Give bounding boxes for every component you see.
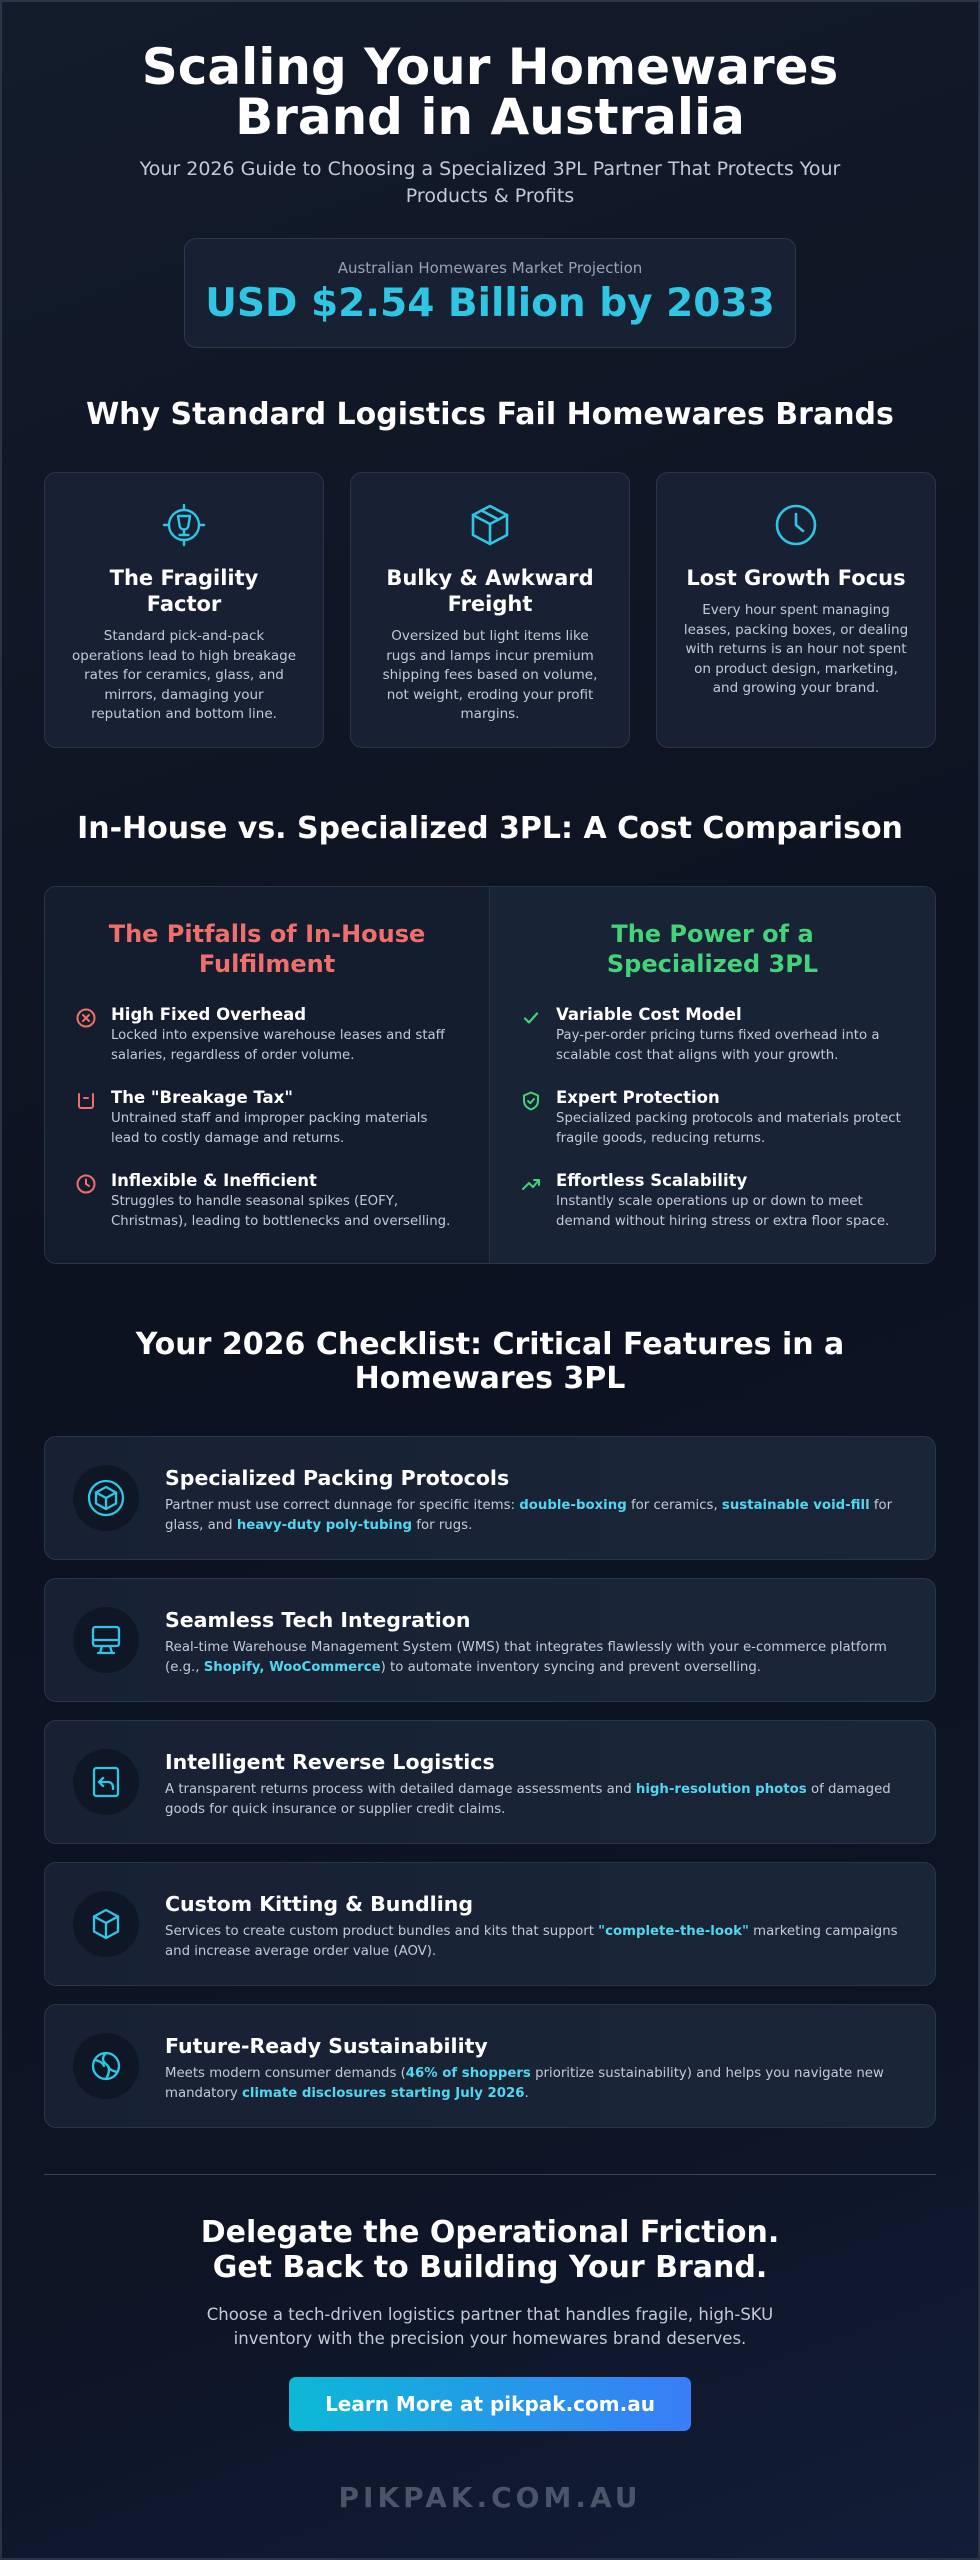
checklist-item-title: Seamless Tech Integration bbox=[165, 1608, 471, 1632]
shield-check-icon bbox=[520, 1090, 542, 1112]
body-text: marketing campaigns and increase average order value (AOV). bbox=[165, 1924, 898, 1959]
item-text: Pay-per-order pricing turns fixed overhead into a scalable cost that aligns with your growth. bbox=[556, 1028, 880, 1063]
list-item bbox=[520, 1088, 905, 1149]
in-house-heading: The Pitfalls of In-House Fulfilment bbox=[108, 920, 426, 978]
box-icon bbox=[466, 501, 514, 549]
body-text: ) to automate inventory syncing and prevent overselling. bbox=[380, 1660, 761, 1675]
page-subtitle: Your 2026 Guide to Choosing a Specialized 3PL Partner That Protects Your Products & Profits bbox=[139, 158, 841, 207]
item-title: Inflexible & Inefficient bbox=[111, 1171, 317, 1190]
checklist-item-text bbox=[165, 1922, 911, 1962]
fragile-glass-icon bbox=[160, 501, 208, 549]
highlight-text: Shopify, WooCommerce bbox=[203, 1660, 381, 1675]
list-item bbox=[520, 1005, 905, 1066]
specialized-3pl-column bbox=[490, 887, 935, 1263]
card-title: The Fragility Factor bbox=[109, 566, 259, 616]
specialized-3pl-heading: The Power of a Specialized 3PL bbox=[606, 920, 819, 978]
page-title: Scaling Your Homewares Brand in Australia bbox=[141, 38, 839, 146]
in-house-column bbox=[45, 887, 490, 1263]
body-text: prioritize sustainability) and helps you navigate new mandatory bbox=[165, 2066, 884, 2101]
card-text: Standard pick-and-pack operations lead to high breakage rates for ceramics, glass, and mirrors, damaging your reputation and bottom line. bbox=[71, 628, 297, 722]
checklist-item-title: Custom Kitting & Bundling bbox=[165, 1892, 473, 1916]
body-text: for glass, and bbox=[165, 1498, 893, 1533]
checklist-item-text bbox=[165, 1638, 911, 1678]
x-circle-icon bbox=[75, 1007, 97, 1029]
card-lost-growth bbox=[656, 472, 936, 748]
list-item bbox=[75, 1005, 459, 1066]
list-item bbox=[75, 1171, 459, 1232]
card-text: Every hour spent managing leases, packing boxes, or dealing with returns is an hour not spent on product design, marketing, and growing your brand. bbox=[683, 602, 909, 696]
highlight-text: high-resolution photos bbox=[635, 1782, 807, 1797]
comparison-section bbox=[2, 812, 978, 1264]
learn-more-button[interactable]: Learn More at pikpak.com.au bbox=[289, 2377, 691, 2431]
return-arrow-icon bbox=[86, 1762, 126, 1802]
checklist-item-text bbox=[165, 2064, 911, 2104]
list-item bbox=[75, 1088, 459, 1149]
icon-badge bbox=[73, 2033, 139, 2099]
market-stat-box bbox=[184, 238, 796, 348]
highlight-text: double-boxing bbox=[519, 1498, 627, 1513]
checklist-item-packing bbox=[44, 1436, 936, 1560]
cta-subtitle: Choose a tech-driven logistics partner that handles fragile, high-SKU inventory with the precision your homewares brand deserves. bbox=[206, 2305, 774, 2348]
icon-badge bbox=[73, 1607, 139, 1673]
body-text: of damaged goods for quick insurance or supplier credit claims. bbox=[165, 1782, 891, 1817]
body-text: Partner must use correct dunnage for specific items: bbox=[165, 1498, 520, 1513]
card-fragility bbox=[44, 472, 324, 748]
hero bbox=[2, 2, 978, 348]
comparison-table bbox=[44, 886, 936, 1264]
divider bbox=[44, 2174, 936, 2175]
item-text: Struggles to handle seasonal spikes (EOFY, Christmas), leading to bottlenecks and overselling. bbox=[111, 1194, 451, 1229]
body-text: Meets modern consumer demands ( bbox=[165, 2066, 406, 2081]
cta-heading-line-2: Get Back to Building Your Brand. bbox=[212, 2250, 768, 2285]
item-text: Locked into expensive warehouse leases and staff salaries, regardless of order volume. bbox=[111, 1028, 445, 1063]
why-section-title: Why Standard Logistics Fail Homewares Brands bbox=[86, 397, 894, 432]
checklist-item-text bbox=[165, 1780, 911, 1820]
stat-value: USD $2.54 Billion by 2033 bbox=[205, 281, 775, 326]
checklist-item-tech bbox=[44, 1578, 936, 1702]
body-text: Real-time Warehouse Management System (WMS) that integrates flawlessly with your e-commerce platform (e.g., bbox=[165, 1640, 887, 1675]
item-title: Variable Cost Model bbox=[556, 1005, 742, 1024]
checklist-title: Your 2026 Checklist: Critical Features in a Homewares 3PL bbox=[135, 1327, 845, 1396]
checklist-item-kitting bbox=[44, 1862, 936, 1986]
highlight-text: "complete-the-look" bbox=[598, 1924, 749, 1939]
cube-icon bbox=[86, 1904, 126, 1944]
checklist-item-reverse-logistics bbox=[44, 1720, 936, 1844]
broken-box-icon bbox=[75, 1090, 97, 1112]
list-item bbox=[520, 1171, 905, 1232]
cta-heading bbox=[2, 2215, 978, 2285]
clock-icon bbox=[772, 501, 820, 549]
item-title: Expert Protection bbox=[556, 1088, 720, 1107]
comparison-title: In-House vs. Specialized 3PL: A Cost Comparison bbox=[77, 811, 903, 846]
icon-badge bbox=[73, 1749, 139, 1815]
checklist bbox=[44, 1436, 936, 2128]
body-text: . bbox=[524, 2086, 529, 2101]
body-text: Services to create custom product bundles and kits that support bbox=[165, 1924, 599, 1939]
monitor-icon bbox=[86, 1620, 126, 1660]
checklist-section bbox=[2, 1328, 978, 2128]
card-bulky-freight bbox=[350, 472, 630, 748]
checklist-item-title: Future-Ready Sustainability bbox=[165, 2034, 488, 2058]
trending-up-icon bbox=[520, 1173, 542, 1195]
card-title: Bulky & Awkward Freight bbox=[386, 566, 594, 616]
highlight-text: 46% of shoppers bbox=[405, 2066, 531, 2081]
body-text: for ceramics, bbox=[626, 1498, 722, 1513]
card-text: Oversized but light items like rugs and lamps incur premium shipping fees based on volume, not weight, eroding your profit margins. bbox=[382, 628, 598, 722]
icon-badge bbox=[73, 1465, 139, 1531]
checklist-item-title: Specialized Packing Protocols bbox=[165, 1466, 510, 1490]
checklist-item-text bbox=[165, 1496, 911, 1536]
check-icon bbox=[520, 1007, 542, 1029]
checklist-item-sustainability bbox=[44, 2004, 936, 2128]
body-text: for rugs. bbox=[412, 1518, 473, 1533]
cta-heading-line-1: Delegate the Operational Friction. bbox=[200, 2215, 780, 2250]
item-title: The "Breakage Tax" bbox=[111, 1088, 293, 1107]
highlight-text: climate disclosures starting July 2026 bbox=[242, 2086, 525, 2101]
checklist-item-title: Intelligent Reverse Logistics bbox=[165, 1750, 495, 1774]
highlight-text: sustainable void-fill bbox=[721, 1498, 870, 1513]
footer-brand: PIKPAK.COM.AU bbox=[338, 2481, 642, 2514]
body-text: A transparent returns process with detailed damage assessments and bbox=[165, 1782, 636, 1797]
item-title: High Fixed Overhead bbox=[111, 1005, 307, 1024]
why-cards bbox=[2, 472, 978, 748]
highlight-text: heavy-duty poly-tubing bbox=[236, 1518, 413, 1533]
recycle-icon bbox=[86, 2046, 126, 2086]
item-text: Specialized packing protocols and materials protect fragile goods, reducing returns. bbox=[556, 1111, 901, 1146]
why-section bbox=[2, 398, 978, 748]
clock-icon bbox=[75, 1173, 97, 1195]
stat-label: Australian Homewares Market Projection bbox=[337, 259, 643, 277]
item-text: Instantly scale operations up or down to meet demand without hiring stress or extra floor space. bbox=[556, 1194, 890, 1229]
item-text: Untrained staff and improper packing materials lead to costly damage and returns. bbox=[111, 1111, 428, 1146]
cta-section bbox=[2, 2215, 978, 2431]
card-title: Lost Growth Focus bbox=[686, 566, 906, 590]
item-title: Effortless Scalability bbox=[556, 1171, 748, 1190]
icon-badge bbox=[73, 1891, 139, 1957]
package-icon bbox=[86, 1478, 126, 1518]
